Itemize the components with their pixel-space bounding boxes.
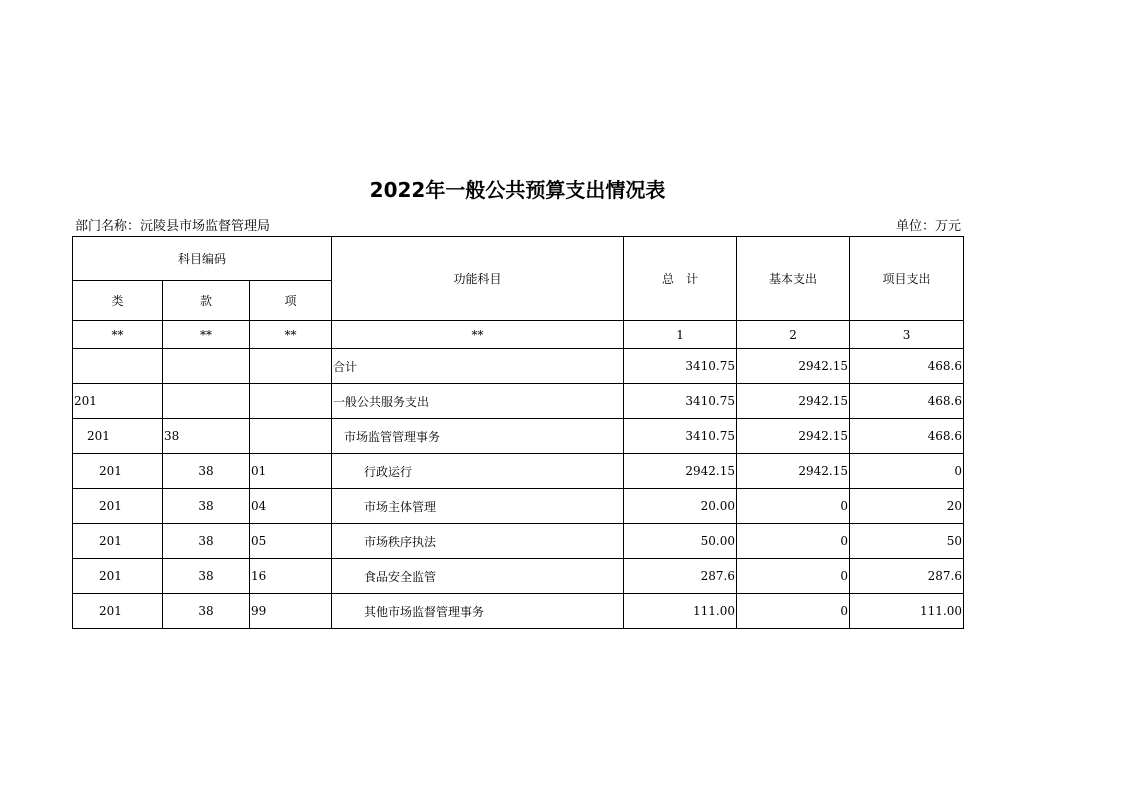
header-row-1	[73, 237, 964, 281]
index-cell: **	[332, 321, 624, 349]
cell-total: 3410.75	[624, 349, 737, 384]
cell-lei: 201	[73, 594, 163, 629]
header-basic: 基本支出	[737, 237, 850, 321]
cell-total: 111.00	[624, 594, 737, 629]
cell-name: 市场监管管理事务	[332, 419, 624, 454]
cell-project: 0	[850, 454, 964, 489]
cell-name: 市场秩序执法	[332, 524, 624, 559]
cell-name: 食品安全监管	[332, 559, 624, 594]
cell-total: 287.6	[624, 559, 737, 594]
cell-basic: 2942.15	[737, 349, 850, 384]
header-kuan: 款	[163, 281, 250, 321]
index-cell: 2	[737, 321, 850, 349]
cell-kuan: 38	[163, 524, 250, 559]
header-lei: 类	[73, 281, 163, 321]
table-row	[73, 384, 964, 419]
cell-xiang: 16	[250, 559, 332, 594]
cell-xiang	[250, 349, 332, 384]
table-row	[73, 559, 964, 594]
cell-basic: 0	[737, 524, 850, 559]
header-project: 项目支出	[850, 237, 964, 321]
cell-name: 市场主体管理	[332, 489, 624, 524]
cell-total: 50.00	[624, 524, 737, 559]
cell-xiang: 99	[250, 594, 332, 629]
cell-project: 468.6	[850, 349, 964, 384]
table-row	[73, 524, 964, 559]
cell-name: 行政运行	[332, 454, 624, 489]
cell-lei: 201	[73, 454, 163, 489]
cell-project: 50	[850, 524, 964, 559]
cell-kuan: 38	[163, 454, 250, 489]
table-row	[73, 454, 964, 489]
cell-basic: 2942.15	[737, 384, 850, 419]
cell-xiang	[250, 419, 332, 454]
cell-project: 20	[850, 489, 964, 524]
department-name: 部门名称：沅陵县市场监督管理局	[75, 219, 271, 234]
cell-basic: 2942.15	[737, 419, 850, 454]
cell-kuan: 38	[163, 489, 250, 524]
cell-basic: 0	[737, 489, 850, 524]
cell-project: 468.6	[850, 419, 964, 454]
cell-xiang: 04	[250, 489, 332, 524]
cell-kuan: 38	[163, 594, 250, 629]
cell-lei	[73, 349, 163, 384]
page-title: 2022年一般公共预算支出情况表	[369, 178, 666, 202]
cell-xiang: 05	[250, 524, 332, 559]
cell-project: 468.6	[850, 384, 964, 419]
header-subject-code: 科目编码	[73, 237, 332, 281]
table-row	[73, 419, 964, 454]
cell-name: 合计	[332, 349, 624, 384]
cell-project: 111.00	[850, 594, 964, 629]
cell-total: 20.00	[624, 489, 737, 524]
index-row	[73, 321, 964, 349]
cell-xiang	[250, 384, 332, 419]
table-row	[73, 594, 964, 629]
header-xiang: 项	[250, 281, 332, 321]
cell-total: 3410.75	[624, 384, 737, 419]
index-cell: **	[73, 321, 163, 349]
header-function-subject: 功能科目	[332, 237, 624, 321]
cell-total: 2942.15	[624, 454, 737, 489]
cell-kuan	[163, 384, 250, 419]
unit-label: 单位：万元	[895, 219, 961, 234]
cell-lei: 201	[73, 489, 163, 524]
index-cell: 1	[624, 321, 737, 349]
cell-lei: 201	[73, 384, 163, 419]
cell-kuan: 38	[163, 419, 250, 454]
index-cell: **	[163, 321, 250, 349]
cell-basic: 0	[737, 559, 850, 594]
cell-lei: 201	[73, 524, 163, 559]
cell-total: 3410.75	[624, 419, 737, 454]
cell-lei: 201	[73, 559, 163, 594]
table-row	[73, 349, 964, 384]
budget-table	[72, 236, 964, 629]
cell-basic: 0	[737, 594, 850, 629]
cell-name: 其他市场监督管理事务	[332, 594, 624, 629]
cell-xiang: 01	[250, 454, 332, 489]
cell-project: 287.6	[850, 559, 964, 594]
cell-basic: 2942.15	[737, 454, 850, 489]
index-cell: **	[250, 321, 332, 349]
index-cell: 3	[850, 321, 964, 349]
cell-lei: 201	[73, 419, 163, 454]
cell-kuan	[163, 349, 250, 384]
cell-name: 一般公共服务支出	[332, 384, 624, 419]
cell-kuan: 38	[163, 559, 250, 594]
header-total: 总 计	[624, 237, 737, 321]
table-row	[73, 489, 964, 524]
